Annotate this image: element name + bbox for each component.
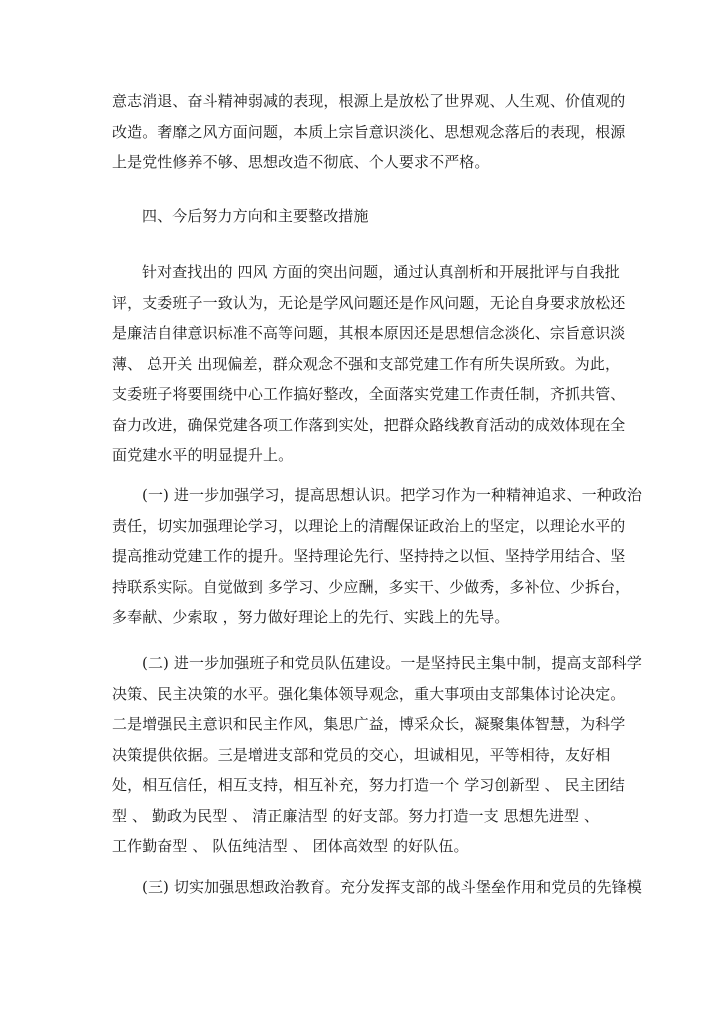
text-line: 评，支委班子一致认为，无论是学风问题还是作风问题，无论自身要求放松还 — [112, 293, 626, 312]
text-line: 改造。奢靡之风方面问题，本质上宗旨意识淡化、思想观念落后的表现，根源 — [112, 122, 626, 141]
heading-text: 四、今后努力方向和主要整改措施 — [142, 207, 369, 225]
text-line: 工作勤奋型 、 队伍纯洁型 、 团体高效型 的好队伍。 — [112, 837, 469, 855]
text-line: 持联系实际。自觉做到 多学习、少应酬，多实干、少做秀，多补位、少拆台， — [112, 577, 631, 596]
text-line: 上是党性修养不够、思想改造不彻底、个人要求不严格。 — [112, 153, 490, 171]
text-line: 多奉献、少索取 ，努力做好理论上的先行、实践上的先导。 — [112, 608, 510, 626]
text-line: 奋力改进，确保党建各项工作落到实处，把群众路线教育活动的成效体现在全 — [112, 415, 626, 434]
text-line: 决策提供依据。三是增进支部和党员的交心，坦诚相见，平等相待，友好相 — [112, 745, 611, 764]
text-line: 针对查找出的 四风 方面的突出问题，通过认真剖析和开展批评与自我批 — [142, 263, 620, 281]
text-line: 意志消退、奋斗精神弱减的表现，根源上是放松了世界观、人生观、价值观的 — [112, 92, 626, 110]
text-line: 处，相互信任，相互支持，相互补充，努力打造一个 学习创新型 、 民主团结 — [112, 776, 625, 794]
text-line: 薄、 总开关 出现偏差，群众观念不强和支部党建工作有所失误所致。为此， — [112, 354, 621, 373]
paragraph-measure-1 — [112, 480, 642, 633]
text-line: (二) 进一步加强班子和党员队伍建设。一是坚持民主集中制，提高支部科学 — [142, 654, 642, 672]
paragraph-measure-2 — [112, 648, 642, 862]
paragraph-problem-analysis — [112, 257, 626, 471]
text-line: 支委班子将要围绕中心工作搞好整改，全面落实党建工作责任制，齐抓共管、 — [112, 385, 626, 403]
section-heading — [112, 201, 612, 232]
text-line: 提高推动党建工作的提升。坚持理论先行、坚持持之以恒、坚持学用结合、坚 — [112, 547, 626, 565]
text-line: 决策、民主决策的水平。强化集体领导观念，重大事项由支部集体讨论决定。 — [112, 684, 626, 703]
text-line: 型 、 勤政为民型 、 清正廉洁型 的好支部。努力打造一支 思想先进型 、 — [112, 806, 600, 825]
text-line: 面党建水平的明显提升上。 — [112, 446, 294, 464]
text-line: 是廉洁自律意识标准不高等问题，其根本原因还是思想信念淡化、宗旨意识淡 — [112, 324, 626, 342]
paragraph-measure-3 — [112, 872, 642, 903]
paragraph-continuation — [112, 86, 626, 178]
text-line: (一) 进一步加强学习，提高思想认识。把学习作为一种精神追求、一种政治 — [142, 486, 642, 504]
text-line: 责任，切实加强理论学习，以理论上的清醒保证政治上的坚定，以理论水平的 — [112, 516, 626, 535]
text-line: 二是增强民主意识和民主作风，集思广益，博采众长，凝聚集体智慧，为科学 — [112, 715, 626, 733]
text-line: (三) 切实加强思想政治教育。充分发挥支部的战斗堡垒作用和党员的先锋模 — [142, 878, 642, 896]
